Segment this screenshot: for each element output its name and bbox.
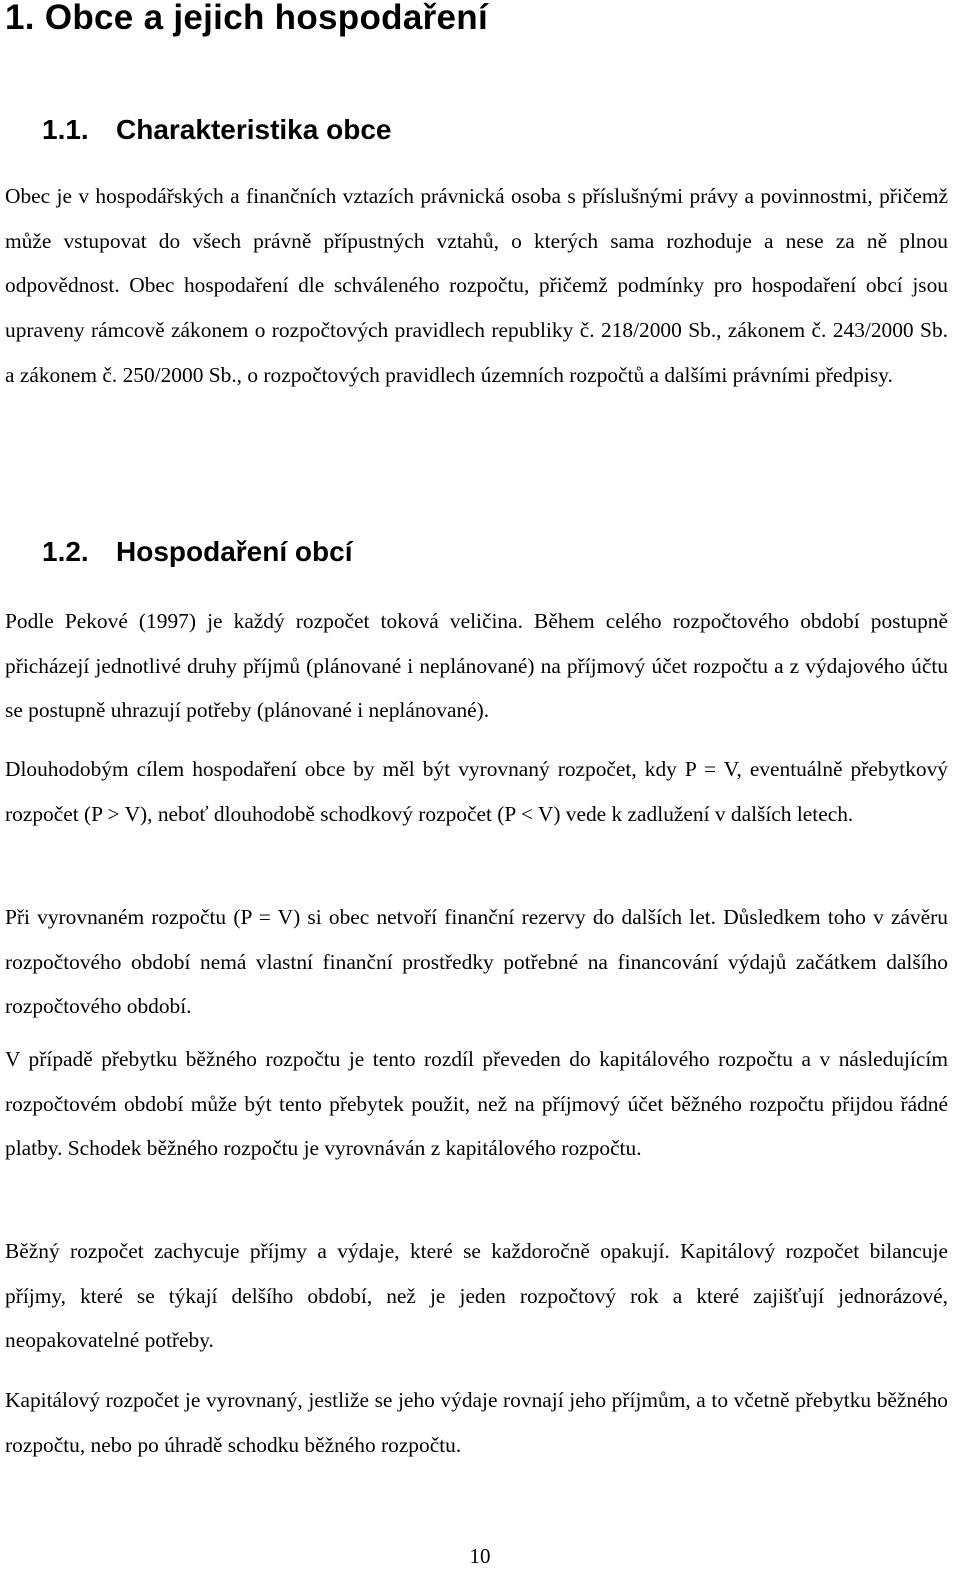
paragraph: Při vyrovnaném rozpočtu (P = V) si obec netvoří finanční rezervy do dalších let. Důsledkem toho v závěru rozpočtového období nemá vlastní finanční prostředky potřebné na financování výdajů začátkem dalšího rozpočtového období.: [5, 905, 948, 1019]
page-number: 10: [469, 1544, 491, 1568]
paragraph: V případě přebytku běžného rozpočtu je tento rozdíl převeden do kapitálového rozpočtu a v následujícím rozpočtovém období může být tento přebytek použit, než na příjmový účet běžného rozpočtu přijdou řádné platby. Schodek běžného rozpočtu je vyrovnáván z kapitálového rozpočtu.: [5, 1047, 948, 1161]
section-title: Charakteristika obce: [116, 114, 392, 145]
paragraph: Dlouhodobým cílem hospodaření obce by měl být vyrovnaný rozpočet, kdy P = V, eventuálně přebytkový rozpočet (P > V), neboť dlouhodobě schodkový rozpočet (P < V) vede k zadlužení v dalších letech.: [5, 757, 948, 826]
section-number: 1.2.: [42, 536, 89, 567]
paragraph: Obec je v hospodářských a finančních vztazích právnická osoba s příslušnými právy a povinnostmi, přičemž může vstupovat do všech právně přípustných vztahů, o kterých sama rozhoduje a nese za ně plnou odpovědnost. Obec hospodaření dle schváleného rozpočtu, přičemž podmínky pro hospodaření obcí jsou upraveny rámcově zákonem o rozpočtových pravidlech republiky č. 218/2000 Sb., zákonem č. 243/2000 Sb. a zákonem č. 250/2000 Sb., o rozpočtových pravidlech územních rozpočtů a dalšími právními předpisy.: [5, 184, 948, 387]
section-title: Hospodaření obcí: [116, 536, 353, 567]
chapter-title: 1. Obce a jejich hospodaření: [5, 0, 488, 37]
paragraph: Podle Pekové (1997) je každý rozpočet toková veličina. Během celého rozpočtového období postupně přicházejí jednotlivé druhy příjmů (plánované i neplánované) na příjmový účet rozpočtu a z výdajového účtu se postupně uhrazují potřeby (plánované i neplánované).: [5, 609, 948, 723]
paragraph: Běžný rozpočet zachycuje příjmy a výdaje, které se každoročně opakují. Kapitálový rozpočet bilancuje příjmy, které se týkají delšího období, než je jeden rozpočtový rok a které zajišťují jednorázové, neopakovatelné potřeby.: [5, 1239, 948, 1353]
section-heading: [42, 113, 391, 147]
paragraph: Kapitálový rozpočet je vyrovnaný, jestliže se jeho výdaje rovnají jeho příjmům, a to včetně přebytku běžného rozpočtu, nebo po úhradě schodku běžného rozpočtu.: [5, 1388, 948, 1457]
section-heading: [42, 535, 352, 569]
section-number: 1.1.: [42, 114, 89, 145]
